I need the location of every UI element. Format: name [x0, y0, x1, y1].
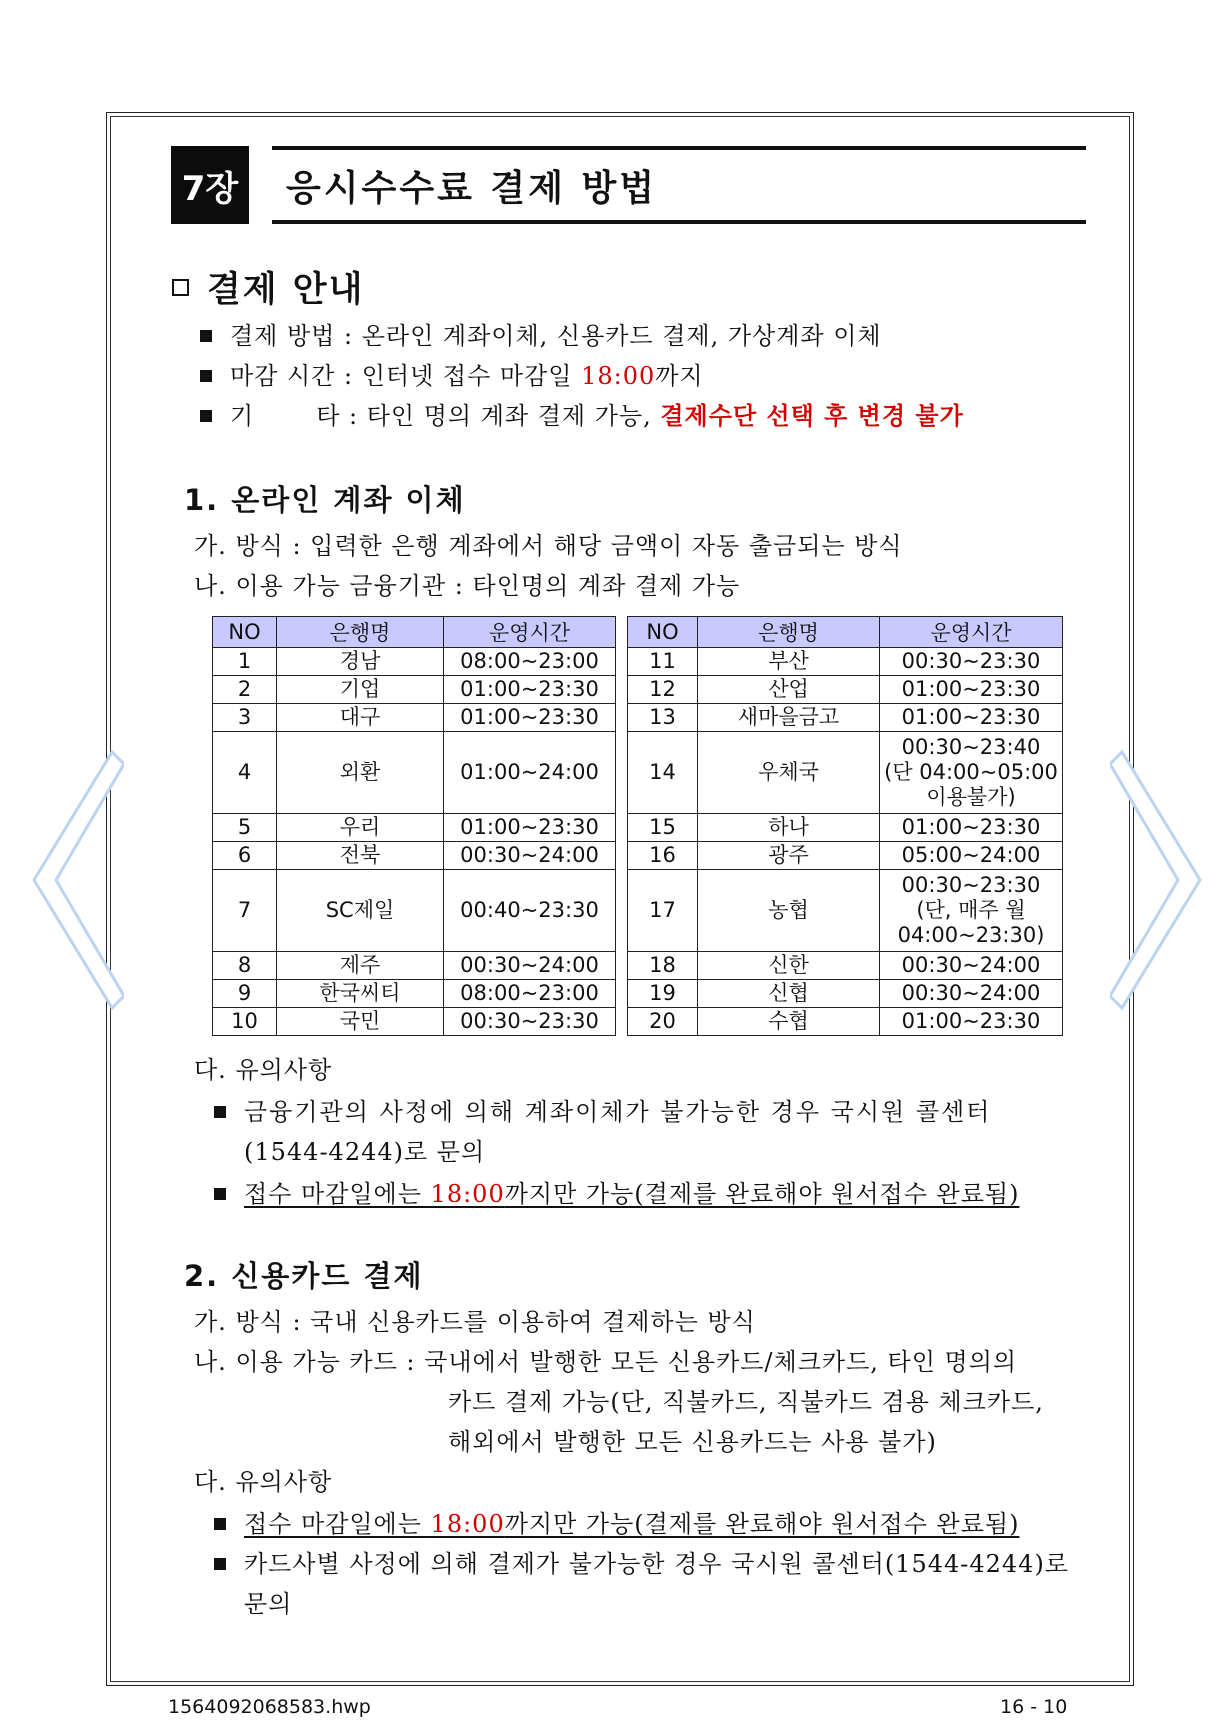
bullet-icon	[214, 1106, 226, 1118]
footer-page-number: 16 - 10	[1000, 1696, 1068, 1718]
header-bank: 은행명	[698, 617, 880, 648]
guide-item-deadline: 마감 시간 : 인터넷 접수 마감일 18:00까지	[200, 356, 704, 391]
table-row: 15 하나 01:00~23:30	[628, 814, 1063, 842]
no-change-warning: 결제수단 선택 후 변경 불가	[660, 402, 964, 430]
table-row: 18 신한 00:30~24:00	[628, 952, 1063, 980]
table-row: 6 전북 00:30~24:00	[213, 842, 616, 870]
table-row: 2 기업 01:00~23:30	[213, 676, 616, 704]
chapter-title: 응시수수료 결제 방법	[286, 168, 658, 209]
credit-card-title: 2. 신용카드 결제	[184, 1259, 424, 1293]
table-header-row	[628, 617, 1063, 648]
online-note-1-cont: (1544-4244)로 문의	[244, 1138, 486, 1166]
table-header-row	[213, 617, 616, 648]
header-hours: 운영시간	[444, 617, 616, 648]
bank-table-right	[627, 616, 1063, 1036]
card-types: 나. 이용 가능 카드 : 국내에서 발행한 모든 신용카드/체크카드, 타인 명의의	[194, 1348, 1018, 1376]
card-types-cont-2: 해외에서 발행한 모든 신용카드는 사용 불가)	[448, 1428, 937, 1456]
table-row: 8 제주 00:30~24:00	[213, 952, 616, 980]
table-row: 12 산업 01:00~23:30	[628, 676, 1063, 704]
guide-item-method: 결제 방법 : 온라인 계좌이체, 신용카드 결제, 가상계좌 이체	[200, 316, 882, 351]
table-row: 4 외환 01:00~24:00	[213, 732, 616, 814]
table-row: 1 경남 08:00~23:00	[213, 648, 616, 676]
card-note-2: 카드사별 사정에 의해 결제가 불가능한 경우 국시원 콜센터(1544-4244)로	[214, 1544, 1069, 1579]
card-method: 가. 방식 : 국내 신용카드를 이용하여 결제하는 방식	[194, 1308, 756, 1336]
next-page-button[interactable]	[1110, 750, 1206, 1014]
bullet-icon	[214, 1518, 226, 1530]
table-row: 16 광주 05:00~24:00	[628, 842, 1063, 870]
bullet-icon	[200, 410, 212, 422]
table-row: 19 신협 00:30~24:00	[628, 980, 1063, 1008]
table-row: 13 새마을금고 01:00~23:30	[628, 704, 1063, 732]
online-method: 가. 방식 : 입력한 은행 계좌에서 해당 금액이 자동 출금되는 방식	[194, 532, 903, 560]
table-row: 11 부산 00:30~23:30	[628, 648, 1063, 676]
header-bank: 은행명	[277, 617, 444, 648]
table-row: 10 국민 00:30~23:30	[213, 1008, 616, 1036]
chapter-number-box: 7장	[171, 146, 249, 224]
table-row: 17 농협 00:30~23:30 (단, 매주 월 04:00~23:30)	[628, 870, 1063, 952]
online-notes-title: 다. 유의사항	[194, 1056, 333, 1084]
prev-page-button[interactable]	[28, 750, 124, 1014]
table-row: 5 우리 01:00~23:30	[213, 814, 616, 842]
header-no: NO	[628, 617, 698, 648]
online-note-2: 접수 마감일에는 18:00까지만 가능(결제를 완료해야 원서접수 완료됨)	[214, 1174, 1019, 1209]
bullet-icon	[214, 1558, 226, 1570]
header-hours: 운영시간	[880, 617, 1063, 648]
online-note-1: 금융기관의 사정에 의해 계좌이체가 불가능한 경우 국시원 콜센터	[214, 1092, 991, 1127]
card-notes-title: 다. 유의사항	[194, 1468, 333, 1496]
table-row: 9 한국씨티 08:00~23:00	[213, 980, 616, 1008]
online-transfer-title: 1. 온라인 계좌 이체	[184, 483, 466, 517]
table-row: 20 수협 01:00~23:30	[628, 1008, 1063, 1036]
section-title	[172, 262, 364, 312]
chevron-left-icon	[28, 750, 124, 1010]
guide-item-etc: 기 타 : 타인 명의 계좌 결제 가능, 결제수단 선택 후 변경 불가	[200, 396, 964, 431]
footer-filename: 1564092068583.hwp	[168, 1696, 371, 1718]
card-types-cont-1: 카드 결제 가능(단, 직불카드, 직불카드 겸용 체크카드,	[448, 1388, 1044, 1416]
bank-table-left	[212, 616, 616, 1036]
square-bullet-icon	[172, 279, 189, 296]
bullet-icon	[200, 370, 212, 382]
card-note-1: 접수 마감일에는 18:00까지만 가능(결제를 완료해야 원서접수 완료됨)	[214, 1504, 1019, 1539]
online-institutions: 나. 이용 가능 금융기관 : 타인명의 계좌 결제 가능	[194, 572, 741, 600]
chapter-rule-bottom	[272, 220, 1086, 224]
header-no: NO	[213, 617, 277, 648]
deadline-highlight: 18:00	[581, 362, 656, 390]
table-row: 14 우체국 00:30~23:40 (단 04:00~05:00 이용불가)	[628, 732, 1063, 814]
chapter-rule-top	[272, 146, 1086, 150]
table-row: 7 SC제일 00:40~23:30	[213, 870, 616, 952]
chevron-right-icon	[1110, 750, 1206, 1010]
section-title-text: 결제 안내	[207, 270, 365, 310]
table-row: 3 대구 01:00~23:30	[213, 704, 616, 732]
card-note-2-cont: 문의	[244, 1590, 293, 1618]
bullet-icon	[214, 1188, 226, 1200]
bullet-icon	[200, 330, 212, 342]
